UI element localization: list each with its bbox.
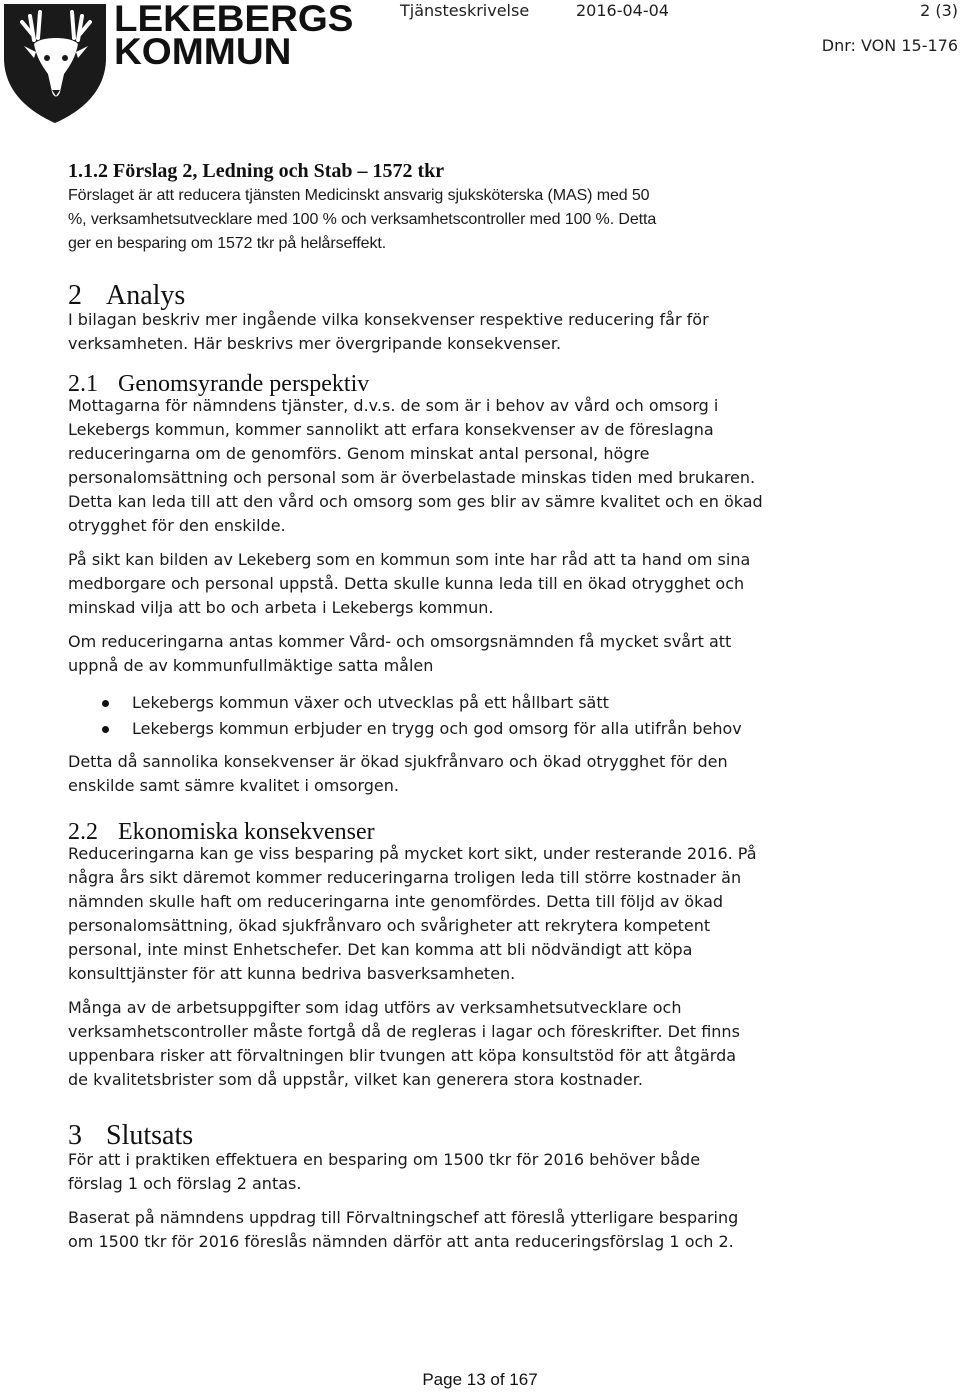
- logo-line-1: LEKEBERGS: [114, 0, 354, 39]
- list-item: Lekebergs kommun växer och utvecklas på ett hållbart sätt: [68, 690, 768, 716]
- heading-3: 3 Slutsats: [68, 1120, 194, 1151]
- paragraph-1-1-2: Förslaget är att reducera tjänsten Medicinskt ansvarig sjuksköterska (MAS) med 50 %, verksamhetsutvecklare med 100 % och verksamhetscontroller med 100 %. Detta ger en besparing om 1572 tkr på helårseffekt.: [68, 187, 657, 252]
- heading-1-1-2: 1.1.2 Förslag 2, Ledning och Stab – 1572 tkr: [68, 160, 445, 182]
- document-body: [68, 154, 768, 1254]
- paragraph-2-1-c: Om reduceringarna antas kommer Vård- och omsorgsnämnden få mycket svårt att uppnå de av kommunfullmäktige satta målen: [68, 632, 732, 675]
- page-indicator: 2 (3): [920, 1, 958, 20]
- paragraph-3-b: Baserat på nämndens uppdrag till Förvaltningschef att föreslå ytterligare besparing om 1500 tkr för 2016 föreslås nämnden därför att anta reduceringsförslag 1 och 2.: [68, 1208, 739, 1251]
- logo-wordmark: [114, 0, 354, 72]
- heading-2: 2 Analys: [68, 280, 186, 311]
- registration-number: Dnr: VON 15-176: [821, 36, 958, 55]
- heading-2-1: 2.1 Genomsyrande perspektiv: [68, 371, 370, 397]
- logo-line-2: KOMMUN: [114, 31, 292, 72]
- paragraph-2-1-b: På sikt kan bilden av Lekeberg som en kommun som inte har råd att ta hand om sina medborgare och personal uppstå. Detta skulle kunna leda till en ökad otrygghet och minskad vilja att bo och arbeta i Lekebergs kommun.: [68, 550, 751, 617]
- document-type: Tjänsteskrivelse: [400, 1, 530, 20]
- deer-shield-icon: [0, 0, 112, 126]
- goals-list: [68, 690, 768, 742]
- paragraph-2-1-a: Mottagarna för nämndens tjänster, d.v.s. de som är i behov av vård och omsorg i Lekebergs kommun, kommer sannolikt att erfara konsekvenser av de föreslagna reduceringarna om de genomförs. Genom minskat antal personal, högre personalomsättning och personal som är överbelastade minskas tiden med brukaren. Detta kan leda till att den vård och omsorg som ges blir av sämre kvalitet och en ökad otrygghet för den enskilde.: [68, 396, 763, 535]
- paragraph-2-1-d: Detta då sannolika konsekvenser är ökad sjukfrånvaro och ökad otrygghet för den enskilde samt sämre kvalitet i omsorgen.: [68, 752, 728, 795]
- paragraph-2-2-b: Många av de arbetsuppgifter som idag utförs av verksamhetsutvecklare och verksamhetscontroller måste fortgå då de regleras i lagar och föreskrifter. Det finns uppenbara risker att förvaltningen blir tvungen att köpa konsultstöd för att åtgärda de kvalitetsbrister som då uppstår, vilket kan generera stora kostnader.: [68, 998, 740, 1089]
- page-footer: Page 13 of 167: [422, 1370, 538, 1389]
- municipality-logo: [0, 0, 354, 126]
- paragraph-3-a: För att i praktiken effektuera en besparing om 1500 tkr för 2016 behöver både förslag 1 och förslag 2 antas.: [68, 1150, 701, 1193]
- paragraph-2: I bilagan beskriv mer ingående vilka konsekvenser respektive reducering får för verksamheten. Här beskrivs mer övergripande konsekvenser.: [68, 310, 709, 353]
- heading-2-2: 2.2 Ekonomiska konsekvenser: [68, 819, 375, 845]
- document-header: [400, 0, 960, 60]
- document-date: 2016-04-04: [576, 1, 669, 20]
- list-item: Lekebergs kommun erbjuder en trygg och god omsorg för alla utifrån behov: [68, 716, 768, 742]
- paragraph-2-2-a: Reduceringarna kan ge viss besparing på mycket kort sikt, under resterande 2016. På några års sikt däremot kommer reduceringarna troligen leda till större kostnader än nämnden skulle haft om reduceringarna inte genomfördes. Detta till följd av ökad personalomsättning, ökad sjukfrånvaro och svårigheter att rekrytera kompetent personal, inte minst Enhetschefer. Det kan komma att bli nödvändigt att köpa konsulttjänster för att kunna bedriva basverksamheten.: [68, 844, 757, 983]
